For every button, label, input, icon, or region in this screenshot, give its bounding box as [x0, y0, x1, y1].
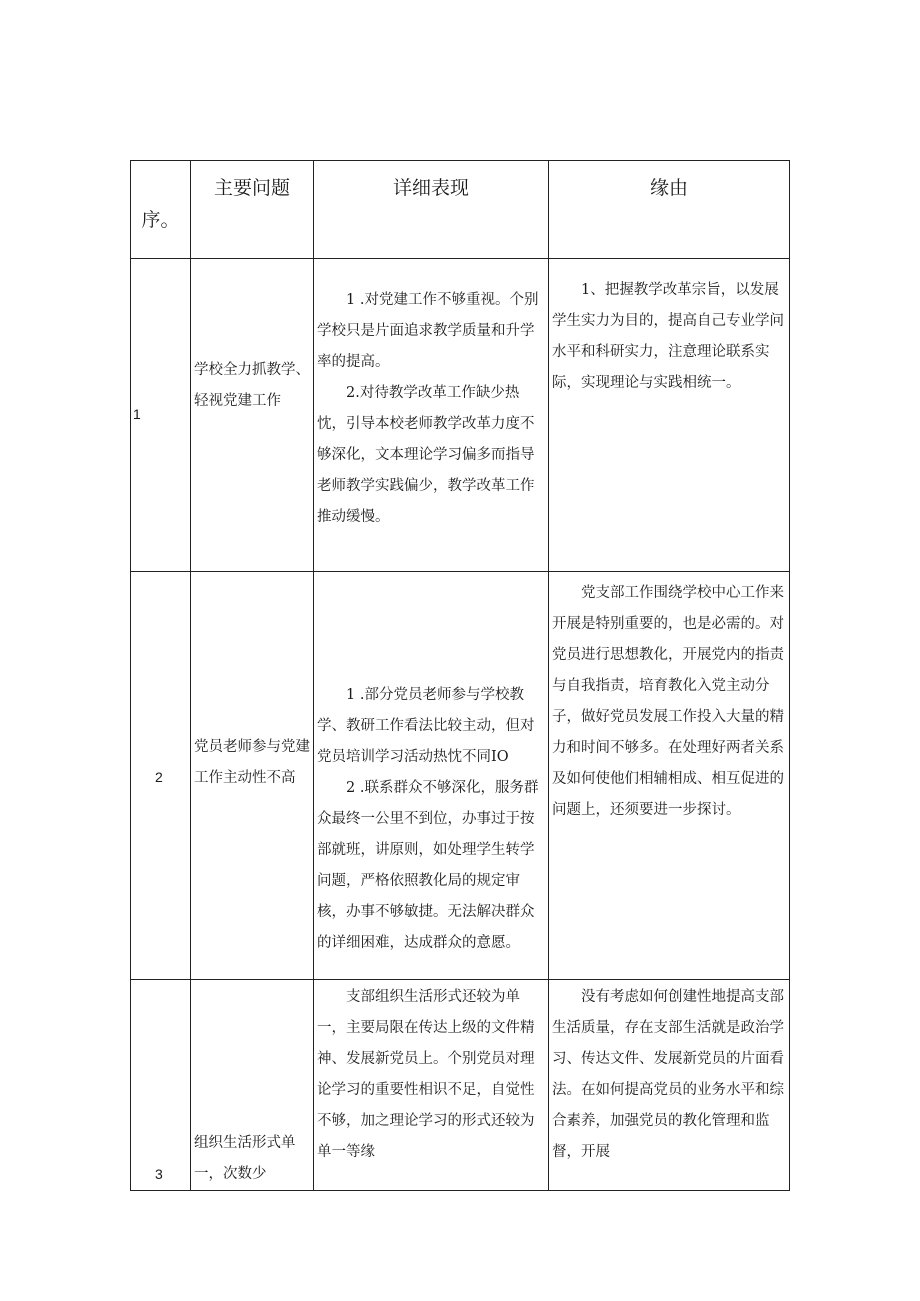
header-reason-cell [549, 161, 790, 259]
detail-paragraph: 2 .联系群众不够深化，服务群众最终一公里不到位，办事过于按部就班，讲原则，如处理学生转学问题，严格依照教化局的规定审核，办事不够敏捷。无法解决群众的详细困难，达成群众的意愿。 [317, 780, 539, 951]
row-number: 2 [155, 769, 163, 785]
problem-cell [191, 572, 314, 980]
detail-paragraph: 1 .部分党员老师参与学校教学、教研工作看法比较主动，但对党员培训学习活动热忱不同IO [317, 687, 535, 765]
header-problem-cell [191, 161, 314, 259]
header-seq: 序。 [141, 209, 180, 231]
detail-paragraph: 支部组织生活形式还较为单一，主要局限在传达上级的文件精神、发展新党员上。个别党员对理论学习的重要性相识不足，自觉性不够，加之理论学习的形式还较为单一等缘 [317, 989, 535, 1160]
header-detail: 详细表现 [392, 177, 469, 199]
reason-paragraph: 1、把握教学改革宗旨，以发展学生实力为目的，提高自己专业学问水平和科研实力，注意理论联系实际，实现理论与实践相统一。 [552, 282, 784, 391]
problem-cell [191, 980, 314, 1191]
header-problem: 主要问题 [213, 177, 290, 199]
problem-text: 组织生活形式单一，次数少 [194, 1135, 296, 1182]
reason-cell [549, 259, 790, 572]
row-number-cell [131, 572, 191, 980]
row-number-cell [131, 980, 191, 1191]
table-row [131, 572, 790, 980]
detail-cell [314, 259, 549, 572]
header-detail-cell [314, 161, 549, 259]
detail-paragraph: 2.对待教学改革工作缺少热忱，引导本校老师教学改革力度不够深化，文本理论学习偏多而指导老师教学实践偏少，教学改革工作推动缓慢。 [317, 385, 535, 525]
reason-paragraph: 党支部工作围绕学校中心工作来开展是特别重要的，也是必需的。对党员进行思想教化，开展党内的指责与自我指责，培育教化入党主动分子，做好党员发展工作投入大量的精力和时间不够多。在处理好两者关系及如何使他们相辅相成、相互促进的问题上，还须要进一步探讨。 [552, 585, 784, 818]
issues-table [130, 160, 790, 1191]
row-number-cell [131, 259, 191, 572]
problem-cell [191, 259, 314, 572]
header-reason: 缘由 [649, 177, 688, 199]
row-number: 1 [133, 406, 141, 422]
row-number: 3 [155, 1166, 163, 1182]
table-row [131, 259, 790, 572]
problem-text: 学校全力抓教学、轻视党建工作 [194, 362, 310, 409]
reason-cell [549, 980, 790, 1191]
detail-paragraph: 1 .对党建工作不够重视。个别学校只是片面追求教学质量和升学率的提高。 [317, 292, 539, 370]
reason-paragraph: 没有考虑如何创建性地提高支部生活质量，存在支部生活就是政治学习、传达文件、发展新党员的片面看法。在如何提高党员的业务水平和综合素养，加强党员的教化管理和监督，开展 [552, 989, 784, 1160]
table-header-row [131, 161, 790, 259]
detail-cell [314, 572, 549, 980]
problem-text: 党员老师参与党建工作主动性不高 [194, 739, 310, 786]
detail-cell [314, 980, 549, 1191]
table-row [131, 980, 790, 1191]
reason-cell [549, 572, 790, 980]
header-seq-cell [131, 161, 191, 259]
